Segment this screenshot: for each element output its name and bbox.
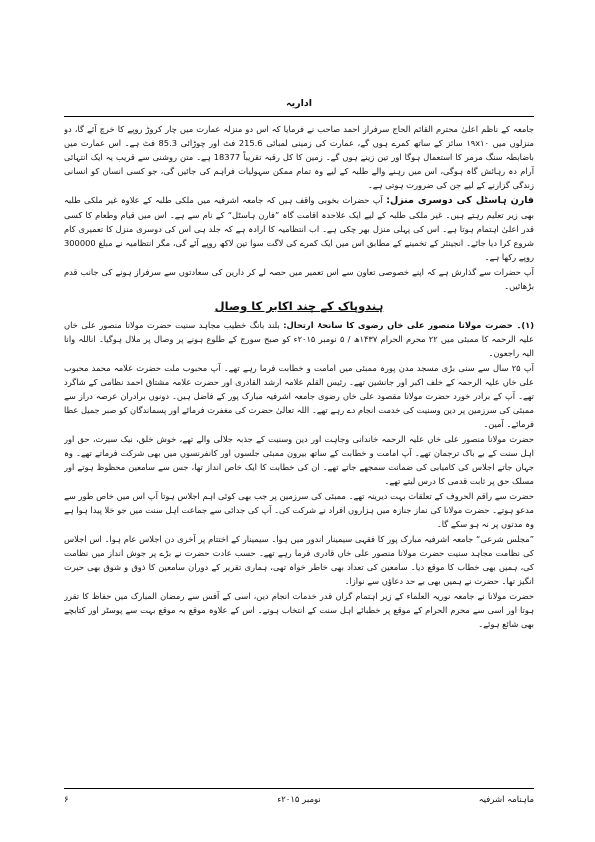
body-paragraph: حضرت مولانا منصور علی خاں علیہ الرحمہ خاندانی وجاہت اور دین وسنیت کے جذبہ جلالی والے تھے، خوش خلق، نیک سیرت، حق اور اہل سنت کے بے باک ترجمان تھے۔ آپ امامت و خطابت کے ساتھ بیرون ممبئی جلسوں اور کانفرنسوں میں بھی شرکت فرماتے تھے۔ وہ جہاں جاتے اجلاس کی کامیابی کی ضمانت سمجھے جاتے تھے۔ ان کی خطابت کا ایک خاص انداز تھا، جس سے سامعین محظوظ ہوتے اور مسلک حق پر ثابت قدمی کا درس لیتے تھے۔ (64, 434, 534, 486)
obituary-text: بلند بانگ خطیب مجاہد سنیت حضرت مولانا منصور علی خاں علیہ الرحمہ کا ممبئی میں ۲۲ محرم الحرام ۱۴۳۷ھ / ۵ نومبر ۲۰۱۵ء کو صبح سورج کے طلوع ہونے پر وصال پر ملال ہوگیا۔ اناللہ وانا الیہ راجعون۔ (64, 320, 534, 358)
body-paragraph: جامعہ کے ناظم اعلیٰ محترم القائم الحاج سرفراز احمد صاحب نے فرمایا کہ اس دو منزلہ عمارت میں چار کروڑ روپے کا خرچ آئے گا، دو منزلوں میں ۱۹x۱۰ سائز کے ساتھ کمرے ہوں گے، عمارت کی زمینی لمبائی 215.6 فٹ اور چوڑائی 85.3 فٹ ہے۔ اس عمارت میں باضابطہ سنگ مرمر کا استعمال ہوگا اور تین زینے ہوں گے۔ زمین کا کل رقبہ تقریباً 18377 ہے۔ متن روشنی سے قریب یہ ایک انتہائی آرام دہ رہائش گاہ ہوگی، اس میں رہنے والے طلبہ کے لیے وہ تمام ممکن سہولیات فراہم کی جائیں گی، جو کسی انسان کو انسانی زندگی گزارنے کے لیے جن کی ضرورت ہوتی ہے۔ (64, 124, 534, 190)
footer-magazine-name: ماہنامہ اشرفیہ (478, 795, 534, 805)
body-paragraph (64, 193, 534, 264)
page-number: ۶ (64, 795, 69, 805)
footer-date: نومبر ۲۰۱۵ء (277, 795, 321, 805)
body-paragraph: آپ ۲۵ سال سے سنی بڑی مسجد مدن پورہ ممبئی میں امامت و خطابت فرما رہے تھے۔ آپ محبوب ملت حضرت علامہ محمد محبوب علی خاں علیہ الرحمہ کے خلف اکبر اور جانشین تھے۔ رئیس القلم علامہ ارشد القادری اور حضرت علامہ مشتاق احمد نظامی کے شاگرد تھے۔ آپ کے برادر خورد حضرت مولانا مقصود علی خاں رضوی جامعہ اشرفیہ مبارک پور کے فاضل ہیں۔ دونوں برادران عرصہ دراز سے ممبئی کی سرزمین پر دین وسنیت کی خدمت انجام دے رہے تھے۔ اللہ تعالیٰ حضرت کی مغفرت فرمائے اور پسماندگان کو صبر جمیل عطا فرمائے۔ آمین۔ (64, 363, 534, 429)
page (64, 40, 534, 820)
article-body (64, 122, 534, 782)
body-paragraph-text: آپ حضرات بخوبی واقف ہیں کہ جامعہ اشرفیہ میں ملکی طلبہ کے علاوہ غیر ملکی طلبہ بھی زیر تعلیم رہتے ہیں۔ غیر ملکی طلبہ کے لیے ایک علاحدہ اقامت گاہ ”فارن ہاسٹل“ کے نام سے ہے۔ اس میں قیام وطعام کا کسی قدر اعلیٰ اہتمام ہوتا ہے۔ اس کی پہلی منزل بھر چکی ہے۔ اب انتظامیہ کا ارادہ ہے کہ جلد ہی اس کی دوسری منزل کا تعمیری کام شروع کرا دیا جائے۔ انجینئر کے تخمینے کے مطابق اس میں ایک کمرے کی لاگت سوا تین لاکھ روپے آئے گی، مگر انتظامیہ نے مبلغ 300000 روپے رکھا ہے۔ (64, 195, 534, 262)
section-heading: ہندوپاک کے چند اکابر کا وصال (214, 299, 384, 313)
body-paragraph: ”مجلس شرعی“ جامعہ اشرفیہ مبارک پور کا فقہی سیمینار اندور میں ہوا۔ سیمینار کے اختتام پر آخری دن اجلاس عام ہوا۔ اس اجلاس کی نظامت مجاہد سنیت حضرت مولانا منصور علی خاں قادری فرما رہے تھے۔ حسب عادت حضرت نے بڑے پر جوش انداز میں نظامت کی، ہمیں بھی خطاب کا موقع دیا۔ سامعین کی تعداد بھی خاطر خواہ تھی، ہماری تقریر کے دوران سامعین کا ذوق و شوق بھی حیرت انگیز تھا۔ حضرت نے ہمیں بھی بے حد دعاؤں سے نوازا۔ (64, 534, 534, 586)
obituary-item (64, 318, 534, 360)
obituary-lead: (۱)۔ حضرت مولانا منصور علی خاں رضوی کا سانحۂ ارتحال: (283, 320, 534, 330)
footer-divider (64, 788, 534, 789)
body-paragraph: حضرت مولانا نے جامعہ نوریہ العلماء کے زیر اہتمام گراں قدر خدمات انجام دیں، اسی کے آفس سے رمضان المبارک میں حفاظ کا تقرر ہوتا اور اسی سے محرم الحرام کے موقع پر خطبائے اہل سنت کے انتخاب ہوتے۔ اس کے علاوہ موقع بہ موقع بہت سے پوسٹر اور کتابچے بھی شائع ہوئے۔ (64, 591, 534, 629)
body-paragraph: حضرت سے راقم الحروف کے تعلقات بہت دیرینہ تھے۔ ممبئی کی سرزمین پر جب بھی کوئی اہم اجلاس ہوتا آپ اس میں خاص طور سے مدعو ہوتے۔ حضرت مولانا کی نماز جنازہ میں ہزاروں افراد نے شرکت کی۔ آپ کی جدائی سے جماعت اہل سنت میں جو خلا پیدا ہوا ہے وہ مدتوں پر نہ ہو سکے گا۔ (64, 491, 534, 529)
subheading-foreign-hostel: فارن ہاسٹل کی دوسری منزل: (386, 195, 534, 206)
body-paragraph: آپ حضرات سے گذارش ہے کہ اپنے خصوصی تعاون سے اس تعمیر میں حصہ لے کر دارین کی سعادتوں سے سرفراز ہونے کی جانب قدم بڑھائیں۔ (64, 267, 534, 291)
page-footer (64, 792, 534, 808)
header-divider (64, 116, 534, 117)
page-header-title: اداریہ (286, 98, 312, 109)
